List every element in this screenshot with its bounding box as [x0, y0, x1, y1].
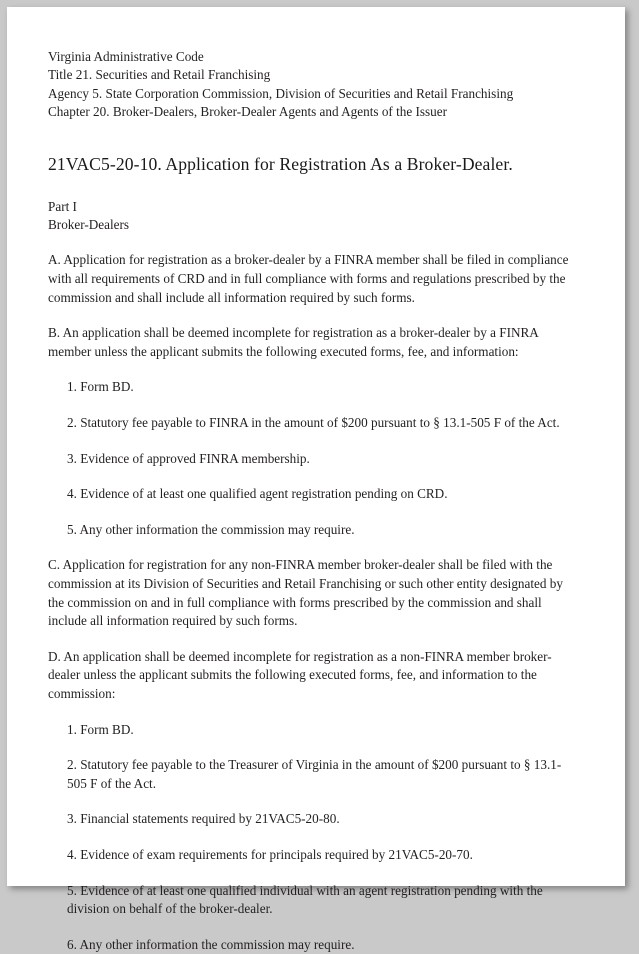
list-item: 6. Any other information the commission may require. [67, 936, 355, 952]
list-item: 5. Evidence of at least one qualified individual with an agent registration pending with the division on behalf of the broker-dealer. [67, 882, 543, 917]
list-item: 2. Statutory fee payable to the Treasurer of Virginia in the amount of $200 pursuant to § 13.1-505 F of the Act. [67, 757, 562, 791]
list-item: 5. Any other information the commission may require. [67, 521, 355, 537]
breadcrumb-line-title: Title 21. Securities and Retail Franchising [48, 67, 271, 83]
breadcrumb-line-chapter: Chapter 20. Broker-Dealers, Broker-Dealer Agents and Agents of the Issuer [48, 104, 447, 120]
section-paragraph-c: C. Application for registration for any non-FINRA member broker-dealer shall be filed with the commission at its Division of Securities and Retail Franchising or such other entity designated by the commission on and in full compliance with forms prescribed by the commission and shall include all information required by such forms. [48, 557, 563, 629]
list-item: 2. Statutory fee payable to FINRA in the amount of $200 pursuant to § 13.1-505 F of the Act. [67, 415, 560, 430]
list-item: 3. Financial statements required by 21VAC5-20-80. [67, 811, 340, 827]
list-item: 4. Evidence of exam requirements for principals required by 21VAC5-20-70. [67, 846, 473, 862]
section-paragraph-a: A. Application for registration as a broker-dealer by a FINRA member shall be filed in compliance with all requirements of CRD and in full compliance with forms and regulations prescribed by the commission and shall include all information required by such forms. [48, 252, 569, 305]
list-item: 1. Form BD. [67, 721, 134, 737]
document-content [48, 48, 579, 954]
part-name: Broker-Dealers [48, 217, 130, 233]
document-page [7, 7, 625, 952]
page-title: 21VAC5-20-10. Application for Registration As a Broker-Dealer. [48, 153, 513, 174]
list-item: 3. Evidence of approved FINRA membership. [67, 450, 310, 466]
part-heading-block [48, 198, 579, 235]
section-paragraph-d: D. An application shall be deemed incomplete for registration as a non-FINRA member broker-dealer unless the applicant submits the following executed forms, fee, and information to the commission: [48, 648, 552, 701]
part-label: Part I [48, 198, 77, 214]
breadcrumb-line-code: Virginia Administrative Code [48, 49, 204, 64]
document-breadcrumb-header [48, 48, 579, 122]
breadcrumb-line-agency: Agency 5. State Corporation Commission, Division of Securities and Retail Franchising [48, 85, 514, 101]
section-paragraph-b: B. An application shall be deemed incomplete for registration as a broker-dealer by a FINRA member unless the applicant submits the following executed forms, fee, and information: [48, 325, 539, 359]
list-item: 1. Form BD. [67, 379, 134, 395]
list-item: 4. Evidence of at least one qualified agent registration pending on CRD. [67, 486, 448, 502]
